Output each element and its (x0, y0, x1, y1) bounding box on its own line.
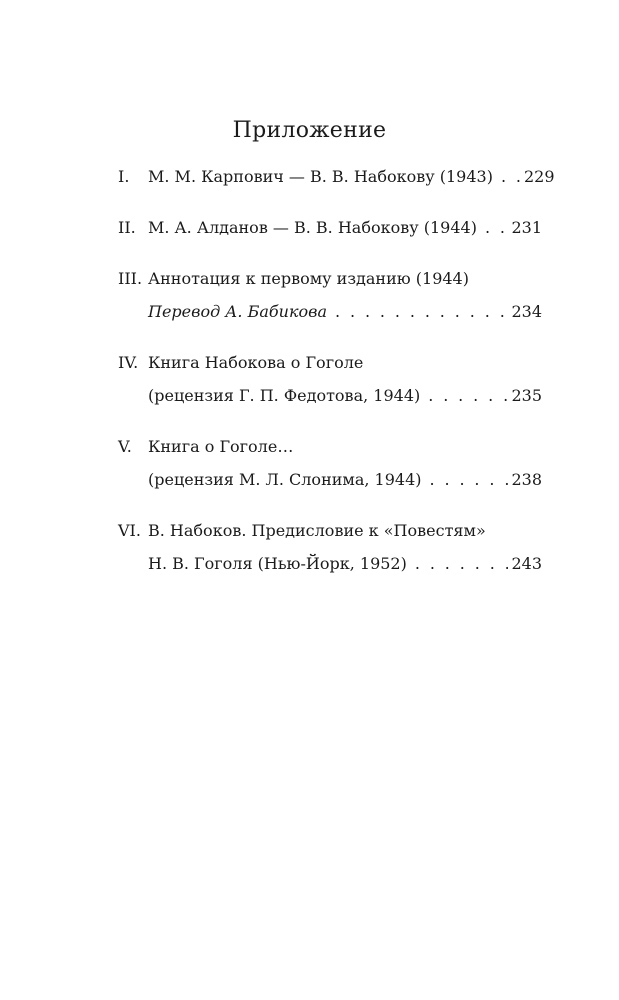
entry-page-number: 234 (511, 302, 542, 321)
dot-leader (485, 211, 509, 244)
entry-number: I. (118, 167, 130, 186)
entry-page-number: 235 (511, 386, 542, 405)
entry-page-number: 243 (511, 554, 542, 573)
toc-entry-5 (118, 430, 542, 496)
entry-subtitle: Перевод А. Бабикова (148, 302, 327, 321)
entry-page-number: 238 (511, 470, 542, 489)
page-title: Приложение (232, 118, 387, 143)
entry-title: М. М. Карпович — В. В. Набокову (1943) (148, 167, 493, 186)
entry-number: V. (118, 437, 132, 456)
entry-number: III. (118, 269, 143, 288)
toc-entry-3 (118, 262, 542, 328)
entry-page-number: 229 (523, 167, 555, 186)
entry-title: В. Набоков. Предисловие к «Повестям» (148, 521, 486, 540)
table-of-contents (118, 160, 555, 598)
entry-number: II. (118, 218, 136, 237)
entry-title: Книга о Гоголе… (148, 437, 294, 456)
entry-subtitle: (рецензия Г. П. Федотова, 1944) (148, 386, 421, 405)
entry-subtitle: Н. В. Гоголя (Нью-Йорк, 1952) (148, 554, 407, 573)
entry-number: IV. (118, 353, 139, 372)
dot-leader (415, 547, 509, 580)
toc-entry-4 (118, 346, 542, 412)
toc-entry-6 (118, 514, 542, 580)
dot-leader (335, 295, 508, 328)
entry-title: Книга Набокова о Гоголе (148, 353, 364, 372)
entry-number: VI. (118, 521, 141, 540)
toc-entry-2 (118, 211, 542, 244)
entry-title: М. А. Алданов — В. В. Набокову (1944) (148, 218, 477, 237)
entry-title: Аннотация к первому изданию (1944) (148, 269, 469, 288)
toc-entry-1 (118, 160, 555, 193)
dot-leader (501, 160, 521, 193)
dot-leader (430, 463, 509, 496)
dot-leader (428, 379, 508, 412)
entry-page-number: 231 (511, 218, 542, 237)
entry-subtitle: (рецензия М. Л. Слонима, 1944) (148, 470, 422, 489)
